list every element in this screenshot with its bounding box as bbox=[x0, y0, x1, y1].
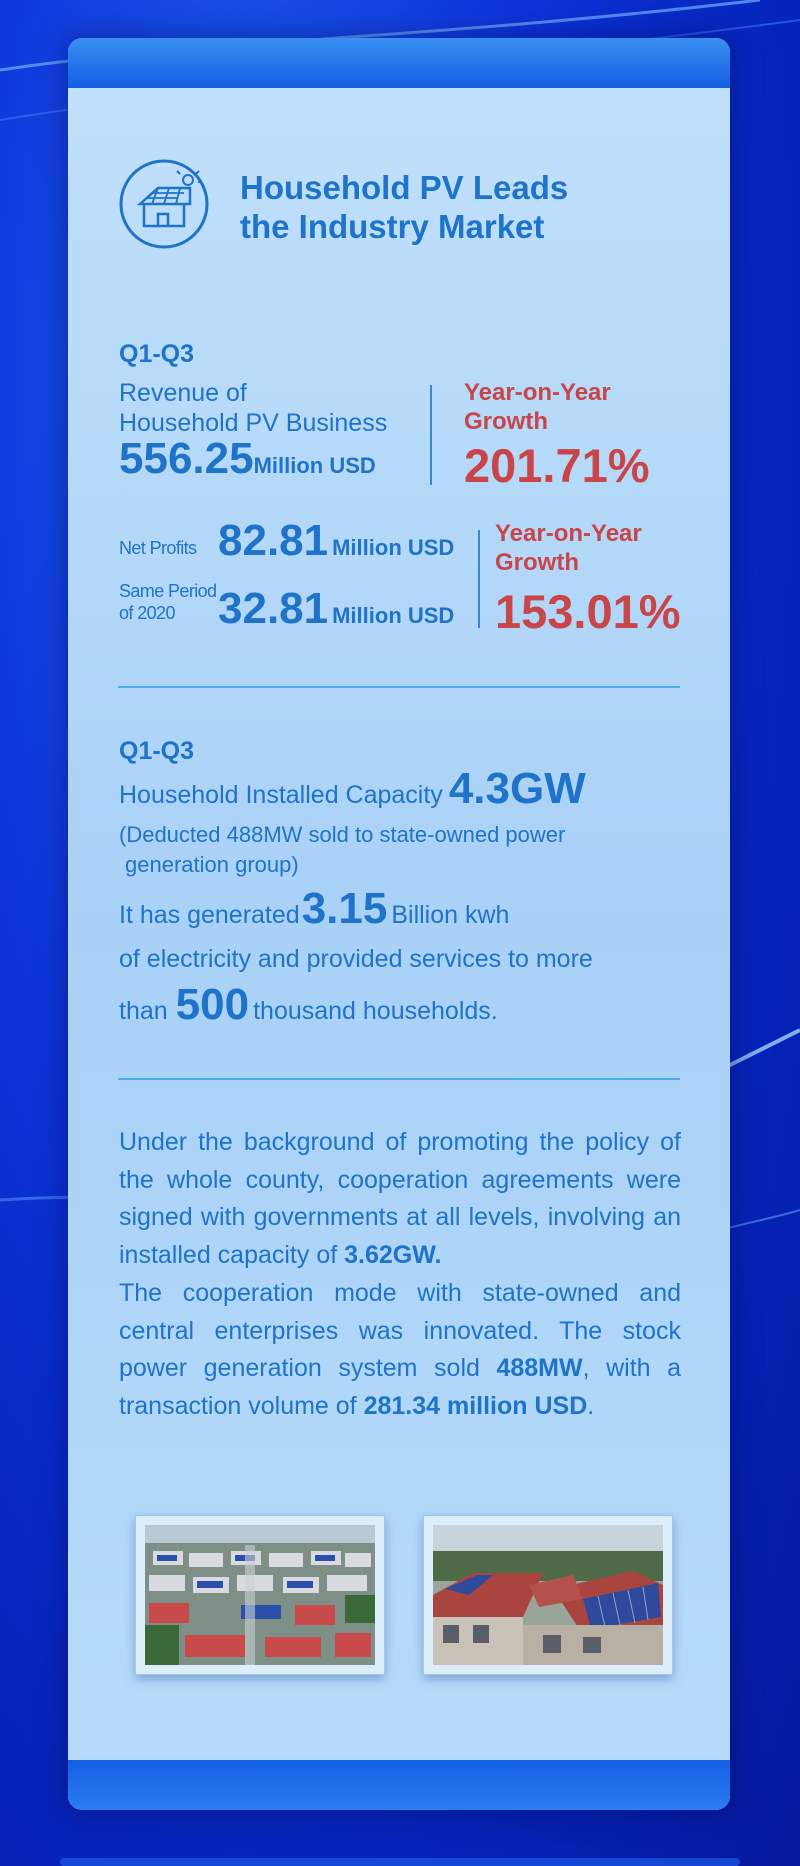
panel-header-band bbox=[68, 38, 730, 88]
paragraph-2-text: The cooperation mode with state-owned and central enterprises was innovated. The stock power generation system sold bbox=[119, 1279, 681, 1382]
revenue-value: 556.25 bbox=[119, 434, 254, 483]
paragraph-1-value: 3.62GW. bbox=[344, 1240, 442, 1269]
same-period-line-2: of 2020 bbox=[119, 603, 175, 623]
village-aerial-image bbox=[145, 1525, 375, 1665]
households-line bbox=[119, 980, 498, 1030]
cooperation-paragraph-2 bbox=[119, 1275, 681, 1425]
panel-footer-band bbox=[68, 1760, 730, 1810]
net-profits-value: 82.81 bbox=[218, 516, 329, 565]
revenue-label-line-2: Household PV Business bbox=[119, 409, 388, 437]
profit-yoy-label bbox=[495, 519, 642, 577]
section1-period: Q1-Q3 bbox=[119, 340, 195, 368]
revenue-figure bbox=[119, 434, 376, 484]
same-period-value: 32.81 bbox=[218, 584, 329, 633]
net-profits-figure bbox=[218, 516, 454, 566]
photo-village-aerial bbox=[135, 1515, 385, 1675]
section-divider-1 bbox=[118, 686, 680, 688]
net-profits-unit: Million USD bbox=[332, 535, 455, 560]
capacity-label: Household Installed Capacity bbox=[119, 781, 443, 809]
generated-unit: Billion kwh bbox=[391, 901, 510, 929]
revenue-yoy-value: 201.71% bbox=[464, 439, 650, 492]
revenue-yoy-line-1: Year-on-Year bbox=[464, 379, 611, 406]
same-period-figure bbox=[218, 584, 454, 634]
capacity-note-line-2: generation group) bbox=[125, 852, 299, 877]
cooperation-paragraph-1 bbox=[119, 1124, 681, 1274]
page-title bbox=[240, 168, 568, 246]
section-divider-2 bbox=[118, 1078, 680, 1080]
solar-house-icon bbox=[118, 158, 210, 250]
same-period-line-1: Same Period bbox=[119, 581, 217, 601]
revenue-label bbox=[119, 378, 387, 438]
same-period-unit: Million USD bbox=[332, 603, 455, 628]
profit-yoy-line-2: Growth bbox=[495, 549, 579, 576]
revenue-unit: Million USD bbox=[253, 453, 376, 478]
than-prefix: than bbox=[119, 997, 168, 1025]
section2-period: Q1-Q3 bbox=[119, 737, 195, 765]
revenue-label-line-1: Revenue of bbox=[119, 379, 247, 407]
capacity-note-line-1: (Deducted 488MW sold to state-owned power bbox=[119, 822, 566, 847]
revenue-yoy-label bbox=[464, 378, 611, 436]
divider-vertical-2 bbox=[478, 530, 480, 628]
paragraph-2-value-1: 488MW bbox=[496, 1354, 583, 1382]
paragraph-2-mid: , with a transaction volume of bbox=[119, 1354, 681, 1420]
capacity-line bbox=[119, 764, 586, 814]
net-profits-label: Net Profits bbox=[119, 538, 197, 558]
paragraph-1-text: Under the background of promoting the policy of the whole county, cooperation agreements were signed with governments at all levels, involving an installed capacity of bbox=[119, 1128, 681, 1269]
same-period-label bbox=[119, 580, 216, 624]
title-line-2: the Industry Market bbox=[240, 208, 545, 245]
capacity-note bbox=[119, 820, 565, 880]
households-suffix: thousand households. bbox=[253, 997, 498, 1025]
profit-yoy-value: 153.01% bbox=[495, 585, 681, 638]
generated-prefix: It has generated bbox=[119, 901, 300, 929]
profit-yoy-line-1: Year-on-Year bbox=[495, 520, 642, 547]
generated-value: 3.15 bbox=[301, 884, 388, 933]
generated-line bbox=[119, 884, 509, 934]
households-value: 500 bbox=[175, 980, 250, 1029]
paragraph-2-end: . bbox=[587, 1391, 595, 1420]
photo-rooftop-panels bbox=[423, 1515, 673, 1675]
paragraph-2-value-2: 281.34 million USD bbox=[363, 1391, 588, 1420]
title-line-1: Household PV Leads bbox=[240, 169, 569, 206]
revenue-yoy-line-2: Growth bbox=[464, 408, 548, 435]
electricity-line: of electricity and provided services to more bbox=[119, 945, 593, 973]
rooftop-panels-image bbox=[433, 1525, 663, 1665]
capacity-value: 4.3GW bbox=[448, 764, 586, 813]
divider-vertical-1 bbox=[430, 385, 432, 485]
